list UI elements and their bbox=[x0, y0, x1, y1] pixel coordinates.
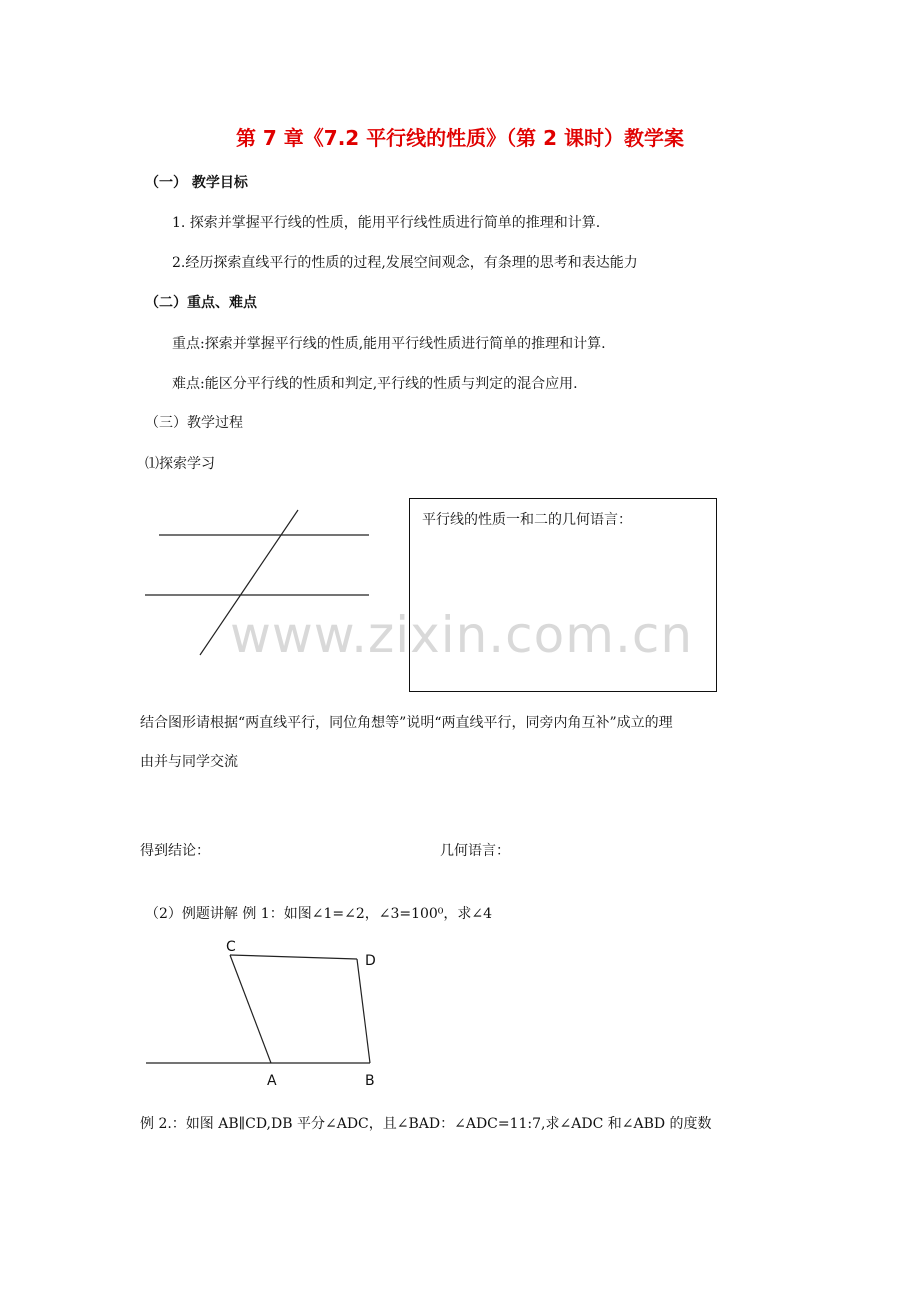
explanation-line-1: 结合图形请根据“两直线平行，同位角想等”说明“两直线平行，同旁内角互补”成立的理 bbox=[140, 715, 673, 731]
section-heading-objectives: （一） 教学目标 bbox=[145, 175, 248, 191]
segment-ca bbox=[230, 955, 271, 1063]
section-heading-keypoints: （二）重点、难点 bbox=[145, 295, 257, 311]
example-1-figure bbox=[140, 935, 400, 1095]
subsection-explore: ⑴探索学习 bbox=[145, 456, 215, 472]
difficulty-text: 难点:能区分平行线的性质和判定,平行线的性质与判定的混合应用. bbox=[172, 376, 578, 392]
label-d: D bbox=[365, 953, 376, 969]
example-2-text: 例 2.：如图 AB∥CD,DB 平分∠ADC，且∠BAD：∠ADC=11:7,求∠ADC 和∠ABD 的度数 bbox=[140, 1116, 712, 1132]
label-c: C bbox=[226, 939, 236, 955]
label-b: B bbox=[365, 1073, 375, 1089]
conclusion-label: 得到结论： bbox=[140, 843, 210, 859]
explanation-line-2: 由并与同学交流 bbox=[140, 754, 238, 770]
key-point-text: 重点:探索并掌握平行线的性质,能用平行线性质进行简单的推理和计算. bbox=[172, 336, 606, 352]
objective-item-2: 2.经历探索直线平行的性质的过程,发展空间观念，有条理的思考和表达能力 bbox=[172, 255, 638, 271]
segment-db bbox=[357, 959, 370, 1063]
page-title: 第 7 章《7.2 平行线的性质》（第 2 课时）教学案 bbox=[235, 126, 685, 150]
label-a: A bbox=[267, 1073, 277, 1089]
box-label: 平行线的性质一和二的几何语言： bbox=[422, 512, 632, 528]
geometry-language-label: 几何语言： bbox=[440, 843, 510, 859]
objective-item-1: 1. 探索并掌握平行线的性质，能用平行线性质进行简单的推理和计算. bbox=[172, 215, 601, 231]
section-heading-process: （三）教学过程 bbox=[145, 415, 243, 431]
segment-cd bbox=[230, 955, 357, 959]
watermark: www.zixin.com.cn bbox=[230, 606, 694, 664]
example-1-text: （2）例题讲解 例 1：如图∠1=∠2，∠3=100⁰，求∠4 bbox=[145, 906, 493, 922]
